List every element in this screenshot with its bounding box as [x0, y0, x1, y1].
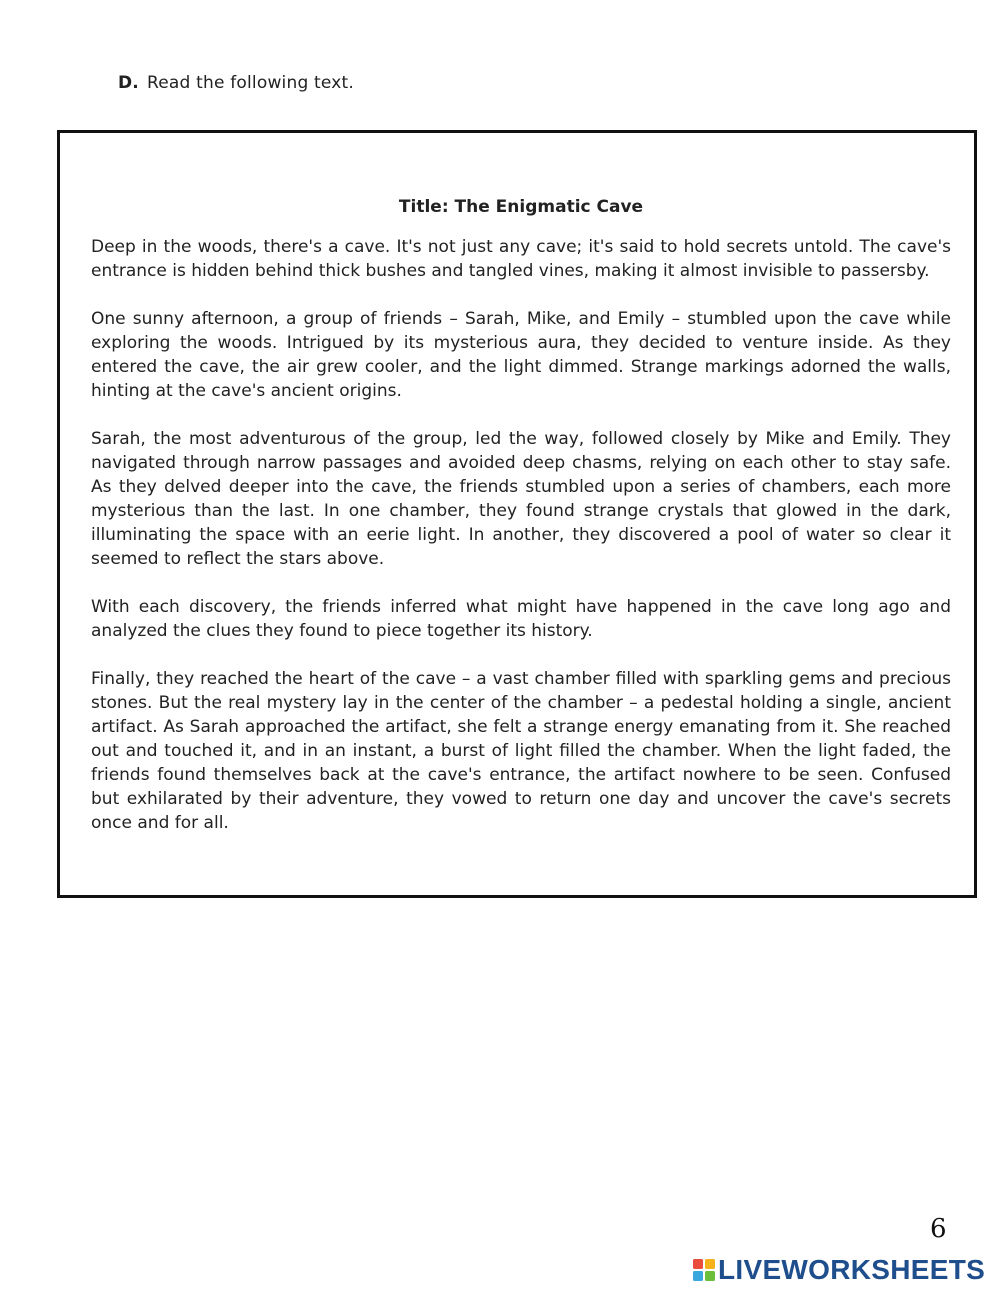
- story-paragraph-3: Sarah, the most adventurous of the group, led the way, followed closely by Mike and Emily. They navigated through narrow passages and avoided deep chasms, relying on each other to stay safe. As they delved deeper into the cave, the friends stumbled upon a series of chambers, each more mysterious than the last. In one chamber, they found strange crystals that glowed in the dark, illuminating the space with an eerie light. In another, they discovered a pool of water so clear it seemed to reflect the stars above.: [91, 429, 951, 569]
- story-paragraph-5: Finally, they reached the heart of the cave – a vast chamber filled with sparkling gems and precious stones. But the real mystery lay in the center of the chamber – a pedestal holding a single, ancient artifact. As Sarah approached the artifact, she felt a strange energy emanating from it. She reached out and touched it, and in an instant, a burst of light filled the chamber. When the light faded, the friends found themselves back at the cave's entrance, the artifact nowhere to be seen. Confused but exhilarated by their adventure, they vowed to return one day and uncover the cave's secrets once and for all.: [91, 669, 951, 833]
- brand-text: LIVEWORKSHEETS: [718, 1254, 986, 1285]
- instruction-label: D.: [118, 73, 139, 93]
- reading-passage-box: [57, 130, 977, 898]
- reading-passage: [91, 195, 951, 835]
- story-title: Title: The Enigmatic Cave: [398, 197, 644, 217]
- page-number: 6: [930, 1214, 947, 1244]
- story-paragraph-4: With each discovery, the friends inferred what might have happened in the cave long ago and analyzed the clues they found to piece together its history.: [91, 597, 951, 641]
- instruction-text: Read the following text.: [146, 73, 354, 93]
- story-paragraph-1: Deep in the woods, there's a cave. It's not just any cave; it's said to hold secrets untold. The cave's entrance is hidden behind thick bushes and tangled vines, making it almost invisible to passersby.: [91, 237, 951, 281]
- story-paragraph-2: One sunny afternoon, a group of friends – Sarah, Mike, and Emily – stumbled upon the cave while exploring the woods. Intrigued by its mysterious aura, they decided to venture inside. As they entered the cave, the air grew cooler, and the light dimmed. Strange markings adorned the walls, hinting at the cave's ancient origins.: [91, 309, 951, 401]
- liveworksheets-brand[interactable]: [693, 1255, 985, 1285]
- liveworksheets-logo-icon: [693, 1259, 715, 1281]
- instruction: [118, 72, 354, 94]
